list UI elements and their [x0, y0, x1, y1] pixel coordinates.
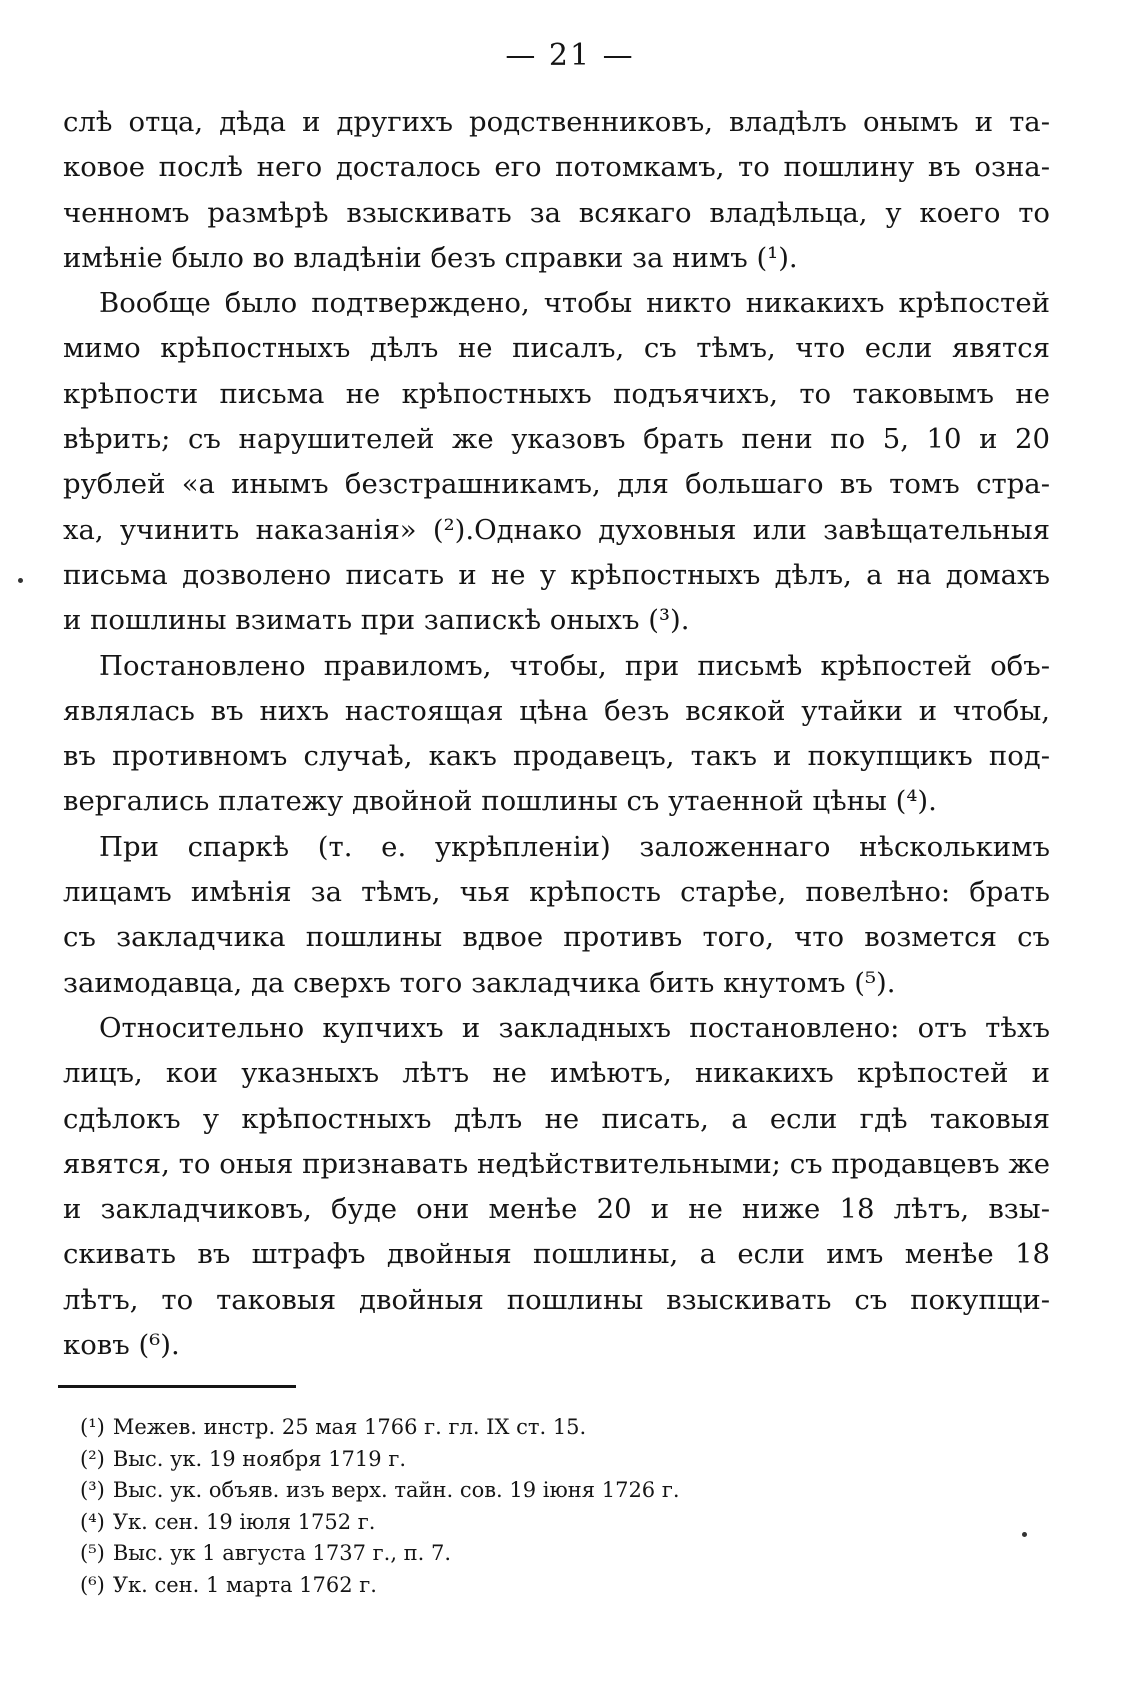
footnote-mark: (³)	[80, 1478, 105, 1502]
print-speck	[18, 578, 23, 583]
text-line: имѣніе было во владѣніи безъ справки за нимъ (¹).	[63, 241, 798, 274]
text-line: ченномъ размѣрѣ взыскивать за всякаго владѣльца, у коего то	[63, 196, 1050, 229]
text-line: При спаркѣ (т. е. укрѣпленіи) заложеннаго нѣсколькимъ	[99, 830, 1050, 863]
footnote-text: Ук. сен. 19 іюля 1752 г.	[112, 1509, 376, 1534]
footnote-text: Ук. сен. 1 марта 1762 г.	[112, 1572, 377, 1597]
footnote-mark: (⁵)	[80, 1541, 105, 1565]
text-line: слѣ отца, дѣда и другихъ родственниковъ, владѣлъ онымъ и та-	[63, 106, 1050, 138]
footnote-divider	[58, 1385, 296, 1388]
footnote	[80, 1538, 980, 1570]
paragraph	[63, 1006, 1050, 1368]
footnotes	[80, 1412, 980, 1601]
text-line: ковое послѣ него досталось его потомкамъ, то пошлину въ озна-	[63, 151, 1050, 184]
text-line: Вообще было подтверждено, чтобы никто никакихъ крѣпостей	[99, 287, 1050, 320]
text-line: письма дозволено писать и не у крѣпостныхъ дѣлъ, а на домахъ	[63, 558, 1050, 591]
text-line: Постановлено правиломъ, чтобы, при письмѣ крѣпостей объ-	[99, 649, 1050, 682]
text-line: лицамъ имѣнія за тѣмъ, чья крѣпость старѣе, повелѣно: брать	[63, 876, 1050, 909]
footnote-mark: (⁴)	[80, 1509, 105, 1534]
text-line: крѣпости письма не крѣпостныхъ подъячихъ, то таковымъ не	[63, 377, 1050, 410]
footnote	[80, 1412, 980, 1444]
text-line: лицъ, кои указныхъ лѣтъ не имѣютъ, никакихъ крѣпостей и	[63, 1057, 1050, 1090]
footnote-mark: (⁶)	[80, 1572, 105, 1597]
text-line: ха, учинить наказанія» (²).Однако духовныя или завѣщательныя	[63, 513, 1050, 546]
footnote-text: Выс. ук 1 августа 1737 г., п. 7.	[112, 1541, 452, 1565]
footnote	[80, 1475, 980, 1507]
text-line: скивать въ штрафъ двойныя пошлины, а если имъ менѣе 18	[63, 1238, 1050, 1271]
text-line: рублей «а инымъ безстрашникамъ, для большаго въ томъ стра-	[63, 468, 1050, 501]
paragraph	[63, 644, 1050, 825]
text-line: сдѣлокъ у крѣпостныхъ дѣлъ не писать, а если гдѣ таковыя	[63, 1102, 1050, 1135]
footnote-text: Выс. ук. 19 ноября 1719 г.	[112, 1446, 406, 1471]
text-line: ковъ (⁶).	[63, 1329, 180, 1362]
footnote-text: Выс. ук. объяв. изъ верх. тайн. сов. 19 іюня 1726 г.	[112, 1478, 680, 1502]
footnote-mark: (¹)	[80, 1415, 105, 1439]
text-line: явятся, то оныя признавать недѣйствительными; съ продавцевъ же	[63, 1147, 1050, 1180]
text-line: Относительно купчихъ и закладныхъ постановлено: отъ тѣхъ	[99, 1011, 1050, 1044]
footnote	[80, 1507, 980, 1539]
text-line: въ противномъ случаѣ, какъ продавецъ, такъ и покупщикъ под-	[63, 740, 1050, 773]
text-line: заимодавца, да сверхъ того закладчика бить кнутомъ (⁵).	[63, 966, 896, 999]
body-text	[63, 100, 1050, 1368]
paragraph	[63, 100, 1050, 281]
text-line: лѣтъ, то таковыя двойныя пошлины взыскивать съ покупщи-	[63, 1283, 1050, 1316]
text-line: являлась въ нихъ настоящая цѣна безъ всякой утайки и чтобы,	[63, 694, 1050, 727]
paragraph	[63, 825, 1050, 1006]
page-number: — 21 —	[505, 38, 635, 73]
text-line: съ закладчика пошлины вдвое противъ того, что возмется съ	[63, 921, 1050, 954]
footnote	[80, 1444, 980, 1476]
text-line: вѣрить; съ нарушителей же указовъ брать пени по 5, 10 и 20	[63, 423, 1050, 456]
footnote-text: Межев. инстр. 25 мая 1766 г. гл. IX ст. 15.	[112, 1415, 587, 1439]
text-line: вергались платежу двойной пошлины съ утаенной цѣны (⁴).	[63, 785, 937, 818]
footnote	[80, 1570, 980, 1602]
footnote-mark: (²)	[80, 1446, 105, 1471]
paragraph	[63, 281, 1050, 643]
print-speck	[1022, 1532, 1027, 1537]
text-line: мимо крѣпостныхъ дѣлъ не писалъ, съ тѣмъ, что если явятся	[63, 332, 1050, 365]
text-line: и пошлины взимать при запискѣ оныхъ (³).	[63, 604, 690, 637]
text-line: и закладчиковъ, буде они менѣе 20 и не ниже 18 лѣтъ, взы-	[63, 1193, 1050, 1226]
